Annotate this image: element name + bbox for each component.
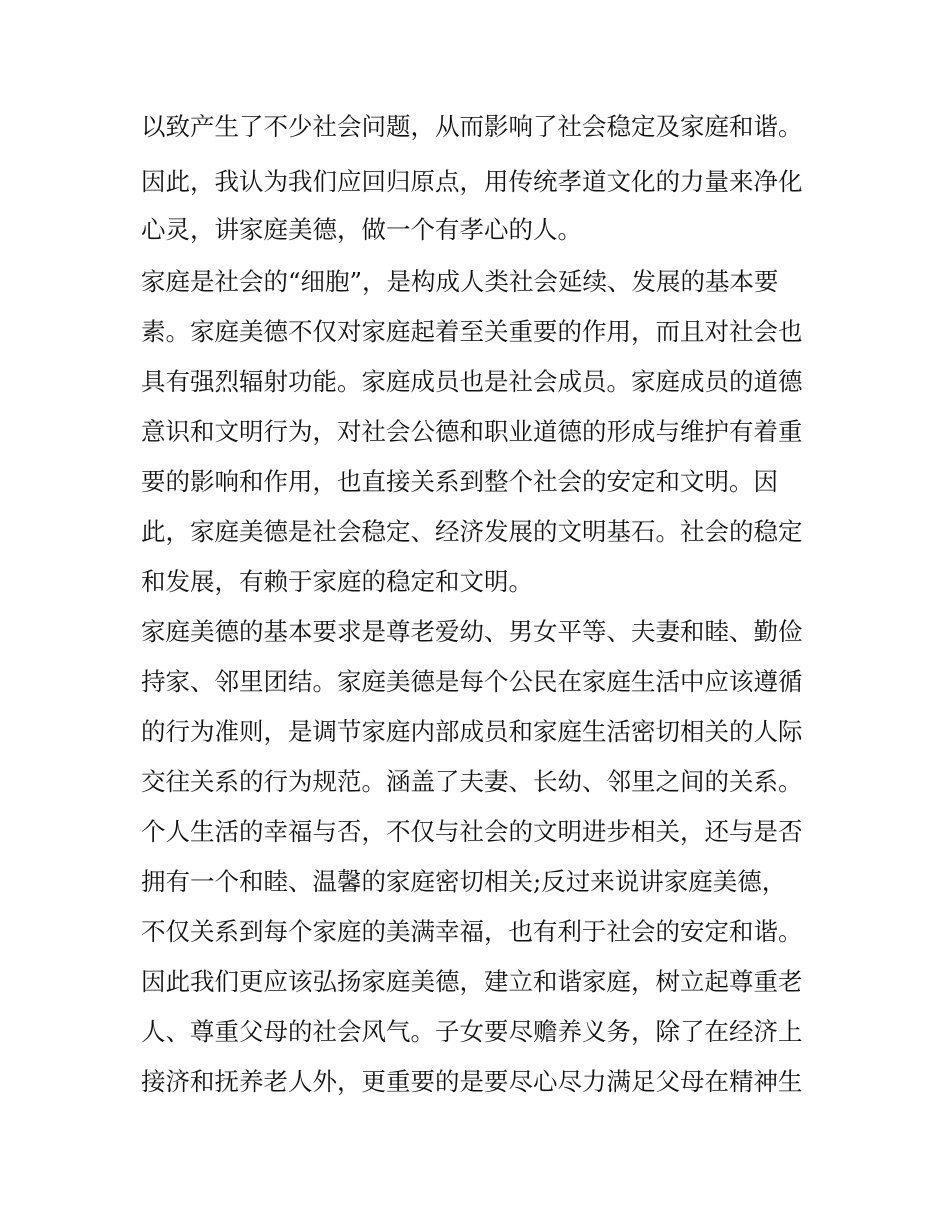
text-line: 不仅关系到每个家庭的美满幸福，也有利于社会的安定和谐。: [141, 917, 803, 946]
text-line: 因此我们更应该弘扬家庭美德，建立和谐家庭，树立起尊重老: [141, 967, 803, 996]
text-line: 个人生活的幸福与否，不仅与社会的文明进步相关，还与是否: [141, 817, 803, 846]
text-line: 接济和抚养老人外，更重要的是要尽心尽力满足父母在精神生: [141, 1067, 803, 1096]
text-line: 要的影响和作用，也直接关系到整个社会的安定和文明。因: [141, 467, 778, 496]
text-line: 家庭美德的基本要求是尊老爱幼、男女平等、夫妻和睦、勤俭: [141, 617, 803, 646]
text-line: 人、尊重父母的社会风气。子女要尽赡养义务，除了在经济上: [141, 1017, 803, 1046]
text-line: 持家、邻里团结。家庭美德是每个公民在家庭生活中应该遵循: [141, 667, 803, 696]
text-line: 和发展，有赖于家庭的稳定和文明。: [141, 567, 533, 596]
text-line: 的行为准则，是调节家庭内部成员和家庭生活密切相关的人际: [141, 717, 803, 746]
text-line: 具有强烈辐射功能。家庭成员也是社会成员。家庭成员的道德: [141, 367, 803, 396]
text-line: 以致产生了不少社会问题，从而影响了社会稳定及家庭和谐。: [141, 112, 803, 141]
text-line: 意识和文明行为，对社会公德和职业道德的形成与维护有着重: [141, 417, 803, 446]
text-line: 因此，我认为我们应回归原点，用传统孝道文化的力量来净化: [141, 167, 803, 196]
text-line: 心灵，讲家庭美德，做一个有孝心的人。: [141, 215, 582, 244]
text-line: 素。家庭美德不仅对家庭起着至关重要的作用，而且对社会也: [141, 317, 803, 346]
text-line: 家庭是社会的“细胞”，是构成人类社会延续、发展的基本要: [141, 267, 779, 296]
text-line: 此，家庭美德是社会稳定、经济发展的文明基石。社会的稳定: [141, 517, 803, 546]
text-line: 交往关系的行为规范。涵盖了夫妻、长幼、邻里之间的关系。: [141, 767, 803, 796]
text-line: 拥有一个和睦、温馨的家庭密切相关;反过来说讲家庭美德，: [141, 867, 787, 896]
